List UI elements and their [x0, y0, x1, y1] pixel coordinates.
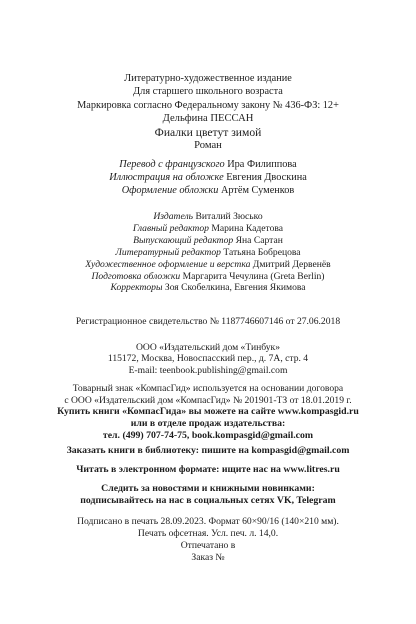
printed-at: Отпечатано в: [180, 539, 236, 551]
purchase-info: [0, 406, 416, 443]
staff-name: Марина Кадетова: [211, 222, 284, 234]
staff-role: Корректоры: [110, 282, 163, 294]
follow-line: подписывайтесь на нас в социальных сетях VK, Telegram: [80, 495, 336, 507]
staff-name: Виталий Зюсько: [195, 211, 263, 222]
purchase-line: Купить книги «КомпасГида» вы можете на сайте www.kompasgid.ru: [57, 406, 359, 417]
credit-role: Иллюстрация на обложке: [109, 172, 224, 184]
credit-cover-design: [0, 184, 416, 197]
age-rating: Маркировка согласно Федеральному закону № 436-ФЗ: 12+: [77, 99, 339, 111]
editorial-staff: [0, 211, 416, 294]
credit-translation: [0, 158, 416, 171]
credit-role: Перевод с французского: [119, 159, 225, 170]
age-audience: Для старшего школьного возраста: [133, 86, 283, 98]
registration-certificate: [0, 316, 416, 328]
staff-role: Художественное оформление и верстка: [85, 258, 251, 270]
staff-literary-editor: [0, 247, 416, 259]
sales-contacts: тел. (499) 707-74-75, book.kompasgid@gmail.com: [102, 430, 314, 442]
book-credits: [0, 158, 416, 198]
book-info: [0, 112, 416, 153]
staff-proofreaders: [0, 282, 416, 294]
staff-role: Издатель: [153, 211, 194, 222]
ebook-text: Читать в электронном формате: ищите нас на www.litres.ru: [76, 464, 340, 475]
publisher-info: [0, 342, 416, 376]
print-method: Печать офсетная. Усл. печ. л. 14,0.: [137, 527, 279, 539]
purchase-line: или в отделе продаж издательства:: [130, 418, 286, 430]
trademark-line: с ООО «Издательский дом «КомпасГид» № 201901-ТЗ от 18.01.2019 г.: [64, 394, 352, 406]
staff-role: Выпускающий редактор: [133, 234, 234, 246]
edition-type: Литературно-художественное издание: [124, 73, 292, 84]
staff-cover-preparation: [0, 271, 416, 283]
publisher-address: 115172, Москва, Новоспасский пер., д. 7А, стр. 4: [107, 353, 309, 365]
staff-role: Главный редактор: [132, 222, 209, 234]
credit-name: Ира Филиппова: [227, 159, 297, 170]
ebook-info: [0, 464, 416, 475]
edition-info: [0, 72, 416, 112]
printing-details: [0, 516, 416, 564]
book-author: Дельфина ПЕССАН: [162, 113, 254, 124]
credit-name: Артём Суменков: [220, 185, 295, 197]
staff-design-layout: [0, 259, 416, 271]
staff-role: Литературный редактор: [115, 246, 221, 258]
library-order: [0, 445, 416, 456]
staff-name: Маргарита Чечулина (Greta Berlin): [182, 270, 325, 282]
trademark-line: Товарный знак «КомпасГид» используется на основании договора: [72, 383, 344, 394]
print-signed: Подписано в печать 28.09.2023. Формат 60×90/16 (140×210 мм).: [77, 516, 339, 527]
book-genre: Роман: [194, 140, 222, 152]
credit-cover-illustration: [0, 171, 416, 184]
publisher-email: E-mail: teenbook.publishing@gmail.com: [128, 364, 288, 376]
staff-name: Яна Сартан: [235, 234, 283, 246]
credit-role: Оформление обложки: [121, 185, 219, 197]
trademark-notice: [0, 383, 416, 406]
staff-publisher: [0, 211, 416, 223]
staff-managing-editor: [0, 235, 416, 247]
staff-name: Зоя Скобелкина, Евгения Якимова: [164, 282, 306, 294]
follow-line: Следить за новостями и книжными новинками:: [101, 483, 315, 494]
staff-name: Татьяна Бобрецова: [223, 246, 301, 258]
order-number: Заказ №: [191, 551, 225, 563]
book-title: Фиалки цветут зимой: [154, 125, 262, 139]
registration-text: Регистрационное свидетельство № 1187746607146 от 27.06.2018: [75, 316, 341, 327]
library-order-text: Заказать книги в библиотеку: пишите на kompasgid@gmail.com: [66, 445, 350, 456]
publisher-name: ООО «Издательский дом «Тинбук»: [135, 342, 281, 353]
credit-name: Евгения Двоскина: [226, 172, 307, 184]
social-follow: [0, 483, 416, 508]
staff-role: Подготовка обложки: [91, 270, 181, 282]
staff-editor-in-chief: [0, 223, 416, 235]
staff-name: Дмитрий Дервенёв: [252, 258, 331, 270]
